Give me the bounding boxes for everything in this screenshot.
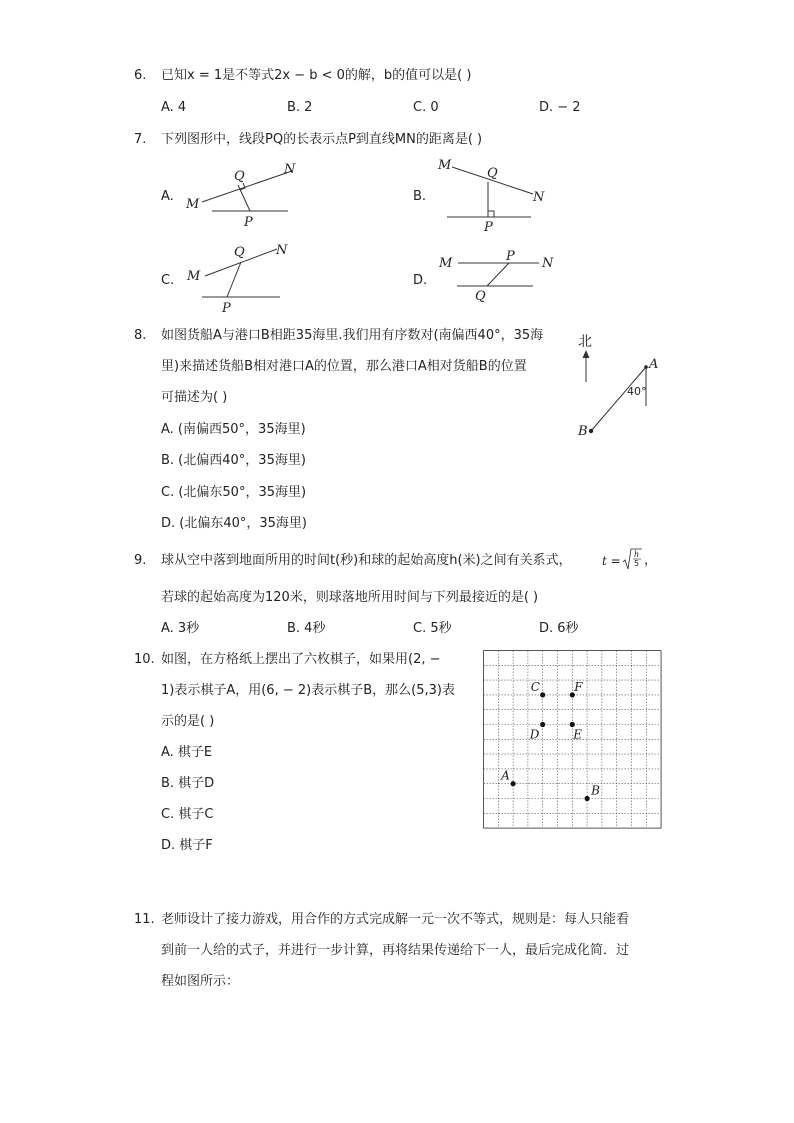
q9-formula-sqrt <box>622 545 644 575</box>
q8-label-a: A <box>649 357 659 372</box>
q7a-label-q: Q <box>234 169 245 184</box>
q9-line1: 球从空中落到地面所用的时间t(秒)和球的起始高度h(米)之间有关系式， <box>161 553 572 568</box>
q7d-label-n: N <box>542 256 554 271</box>
piece-e <box>570 722 575 727</box>
piece-label-d: D <box>529 727 540 742</box>
piece-label-a: A <box>501 768 510 783</box>
q9-option-d: D. 6秒 <box>539 621 579 636</box>
q10-option-c: C. 棋子C <box>161 807 214 822</box>
q9-line2: 若球的起始高度为120米，则球落地所用时间与下列最接近的是( ) <box>161 590 539 605</box>
q11-line3: 程如图所示： <box>161 974 240 989</box>
q7-number: 7. <box>134 132 147 147</box>
q9-option-c: C. 5秒 <box>413 621 452 636</box>
piece-c <box>540 692 545 697</box>
q10-grid-figure <box>483 650 661 828</box>
q9-formula-t: t = <box>602 554 621 568</box>
q11-number: 11. <box>134 912 155 927</box>
q10-option-b: B. 棋子D <box>161 776 215 791</box>
q9-formula-numerator: h <box>634 550 640 559</box>
q7c-label-n: N <box>276 243 288 258</box>
q8-line3: 可描述为( ) <box>161 390 228 405</box>
q8-figure <box>570 330 670 440</box>
q8-line2: 里)来描述货船B相对港口A的位置，那么港口A相对货船B的位置 <box>161 359 527 374</box>
q7c-label-p: P <box>222 301 231 316</box>
q7-option-b-label: B. <box>413 189 427 204</box>
q6-stem: 已知x = 1是不等式2x − b < 0的解，b的值可以是( ) <box>161 68 472 83</box>
q7c-label-m: M <box>187 269 201 284</box>
q7b-label-n: N <box>533 190 545 205</box>
q7-figure-b <box>435 155 565 235</box>
q7b-label-p: P <box>484 220 493 235</box>
piece-label-e: E <box>573 727 583 742</box>
piece-d <box>540 722 545 727</box>
q9-formula-denominator: 5 <box>634 559 640 568</box>
q11-line1: 老师设计了接力游戏，用合作的方式完成解一元一次不等式，规则是：每人只能看 <box>161 912 630 927</box>
q8-label-b: B <box>578 424 588 439</box>
q8-option-a: A. (南偏西50°，35海里) <box>161 422 306 437</box>
q7a-label-m: M <box>186 197 200 212</box>
grid-lines <box>484 651 662 829</box>
q7d-label-m: M <box>439 256 453 271</box>
q10-option-d: D. 棋子F <box>161 838 213 853</box>
q7d-label-q: Q <box>475 289 486 304</box>
q7d-label-p: P <box>506 249 515 264</box>
q9-option-b: B. 4秒 <box>287 621 326 636</box>
q6-option-d: D. − 2 <box>539 100 581 115</box>
q7b-label-m: M <box>438 158 452 173</box>
piece-a <box>511 781 516 786</box>
q7-option-a-label: A. <box>161 189 174 204</box>
q7b-label-q: Q <box>487 166 498 181</box>
q9-line1-end: ， <box>644 553 658 568</box>
q7-option-c-label: C. <box>161 273 175 288</box>
q7-figure-c <box>180 240 310 320</box>
grid-pieces <box>500 680 600 801</box>
q7c-label-q: Q <box>234 245 245 260</box>
q11-line2: 到前一人给的式子，并进行一步计算，再将结果传递给下一人，最后完成化简．过 <box>161 943 630 958</box>
q7-figure-a <box>180 158 310 238</box>
q10-number: 10. <box>134 652 155 667</box>
q10-line2: 1)表示棋子A，用(6, − 2)表示棋子B，那么(5,3)表 <box>161 683 455 698</box>
q8-number: 8. <box>134 328 147 343</box>
q7a-label-p: P <box>244 215 253 230</box>
piece-b <box>585 796 590 801</box>
q8-angle-label: 40° <box>627 385 647 398</box>
piece-label-f: F <box>574 679 583 694</box>
north-label: 北 <box>578 334 592 350</box>
q7a-label-n: N <box>284 162 296 177</box>
q8-option-b: B. (北偏西40°，35海里) <box>161 453 306 468</box>
q7-figure-d <box>435 248 565 308</box>
q10-line1: 如图，在方格纸上摆出了六枚棋子，如果用(2, − <box>161 652 441 667</box>
q10-option-a: A. 棋子E <box>161 745 213 760</box>
q7-stem: 下列图形中，线段PQ的长表示点P到直线MN的距离是( ) <box>161 132 483 147</box>
north-arrow-icon <box>583 350 590 358</box>
q9-option-a: A. 3秒 <box>161 621 200 636</box>
q8-line1: 如图货船A与港口B相距35海里.我们用有序数对(南偏西40°，35海 <box>161 328 544 343</box>
piece-label-c: C <box>530 679 540 694</box>
piece-label-b: B <box>591 783 600 798</box>
q8-option-d: D. (北偏东40°，35海里) <box>161 516 308 531</box>
q6-option-c: C. 0 <box>413 100 439 115</box>
q6-number: 6. <box>134 68 147 83</box>
q7-option-d-label: D. <box>413 273 428 288</box>
q6-option-b: B. 2 <box>287 100 313 115</box>
q9-number: 9. <box>134 553 147 568</box>
q8-option-c: C. (北偏东50°，35海里) <box>161 485 307 500</box>
q10-line3: 示的是( ) <box>161 714 215 729</box>
q6-option-a: A. 4 <box>161 100 187 115</box>
